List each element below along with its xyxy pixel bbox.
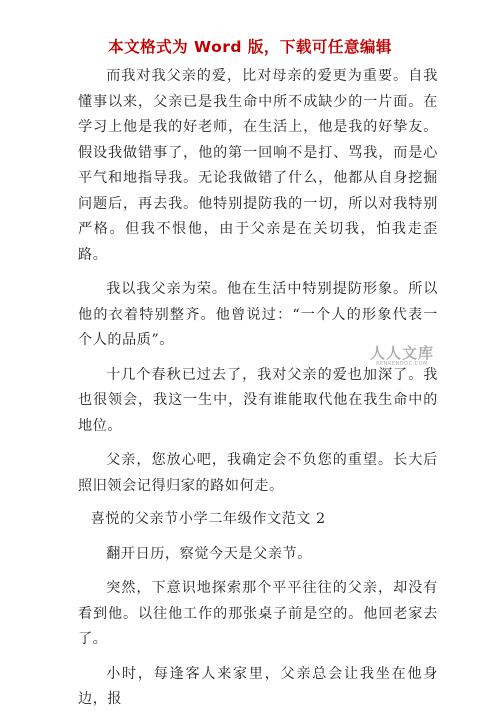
watermark-text: 人人文库: [369, 344, 434, 362]
paragraph: 突然，下意识地探索那个平平往往的父亲，却没有看到他。以往他工作的那张桌子前是空的。他回老家去了。: [78, 580, 438, 647]
paragraph: 十几个春秋已过去了，我对父亲的爱也加深了。我也很领会，我这一生中，没有谁能取代他在我生命中的地位。: [78, 366, 438, 434]
paragraph: 翻开日历，察觉今天是父亲节。: [106, 545, 312, 562]
paragraph: 父亲，您放心吧，我确定会不负您的重望。长大后照旧领会记得归家的路如何走。: [78, 452, 438, 494]
document-body: [78, 64, 438, 713]
document-header-title: 本文格式为 Word 版，下载可任意编辑: [108, 38, 392, 56]
watermark-subtext: RENRENDOC.COM: [376, 361, 428, 367]
paragraph: 我以我父亲为荣。他在生活中特别提防形象。所以他的衣着特别整齐。他曾说过：“一个人的形象代表一个人的品质”。: [78, 281, 438, 348]
paragraph: 而我对我父亲的爱，比对母亲的爱更为重要。自我懂事以来，父亲已是我生命中所不成缺少的一片面。在学习上他是我的好老师，在生活上，他是我的好挚友。假设我做错事了，他的第一回响不是打、骂我，而是心平气和地指导我。无论我做错了什么，他都从自身挖掘问题后，再去我。他特别提防我的一切，所以对我特别严格。但我不恨他，由于父亲是在关切我，怕我走歪路。: [78, 68, 438, 263]
paragraph: 小时，每逢客人来家里，父亲总会让我坐在他身边，报: [78, 665, 438, 707]
section-heading: 喜悦的父亲节小学二年级作文范文 2: [90, 511, 326, 527]
